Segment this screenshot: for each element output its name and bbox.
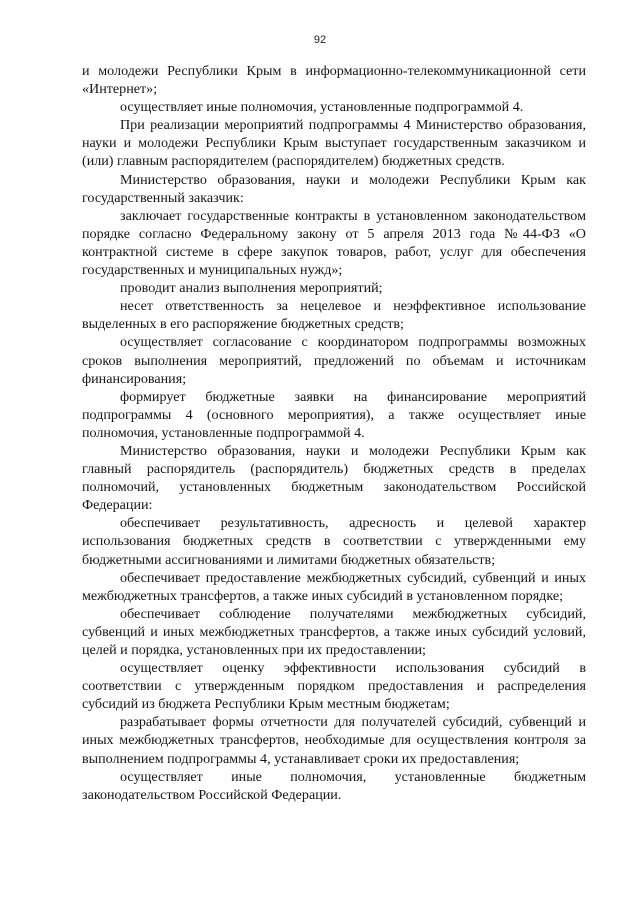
page-number: 92 (313, 34, 327, 46)
paragraph-analysis: проводит анализ выполнения мероприятий; (120, 280, 383, 297)
paragraph-effectiveness: обеспечивает результативность, адресность и целевой характер использования бюджетных средств в соответствии с утвержденными ему бюджетными ассигнованиями и лимитами бюджетных обязательств; (82, 515, 586, 568)
paragraph-final-powers: осуществляет иные полномочия, установленные бюджетным законодательством Российской Федерации. (82, 768, 586, 803)
paragraph-state-customer-heading: Министерство образования, науки и молодежи Республики Крым как государственный заказчик: (82, 171, 586, 206)
paragraph-chief-manager-heading: Министерство образования, науки и молодежи Республики Крым как главный распорядитель (распорядитель) бюджетных средств в пределах полномочий, установленных бюджетным законодательством Российской Федерации: (82, 442, 586, 514)
paragraph-internet-info: и молодежи Республики Крым в информационно-телекоммуникационной сети «Интернет»; (82, 63, 586, 98)
document-body (82, 62, 586, 804)
paragraph-budget-requests: формирует бюджетные заявки на финансирование мероприятий подпрограммы 4 (основного мероприятия), а также осуществляет иные полномочия, установленные подпрограммой 4. (82, 388, 586, 441)
paragraph-responsibility: несет ответственность за нецелевое и неэффективное использование выделенных в его распоряжение бюджетных средств; (82, 298, 586, 333)
paragraph-coordination: осуществляет согласование с координатором подпрограммы возможных сроков выполнения мероприятий, предложений по объемам и источникам финансирования; (82, 334, 586, 387)
paragraph-subsidies-provision: обеспечивает предоставление межбюджетных субсидий, субвенций и иных межбюджетных трансфертов, а также иных субсидий в установленном порядке; (82, 569, 586, 604)
paragraph-evaluation: осуществляет оценку эффективности использования субсидий в соответствии с утвержденным порядком предоставления и распределения субсидий из бюджета Республики Крым местным бюджетам; (82, 660, 586, 713)
paragraph-other-powers: осуществляет иные полномочия, установленные подпрограммой 4. (120, 99, 524, 116)
paragraph-concludes-contracts: заключает государственные контракты в установленном законодательством порядке согласно Федеральному закону от 5 апреля 2013 года №44-ФЗ «О контрактной системе в сфере закупок товаров, работ, услуг для обеспечения государственных и муниципальных нужд»; (82, 207, 586, 279)
paragraph-compliance: обеспечивает соблюдение получателями межбюджетных субсидий, субвенций и иных межбюджетных трансфертов, а также иных субсидий условий, целей и порядка, установленных при их предоставлении; (82, 605, 586, 658)
paragraph-reporting-forms: разрабатывает формы отчетности для получателей субсидий, субвенций и иных межбюджетных трансфертов, необходимые для осуществления контроля за выполнением подпрограммы 4, устанавливает сроки их предоставления; (82, 714, 586, 767)
paragraph-ministry-role: При реализации мероприятий подпрограммы 4 Министерство образования, науки и молодежи Республики Крым выступает государственным заказчиком и (или) главным распорядителем (распорядителем) бюджетных средств. (82, 117, 586, 170)
